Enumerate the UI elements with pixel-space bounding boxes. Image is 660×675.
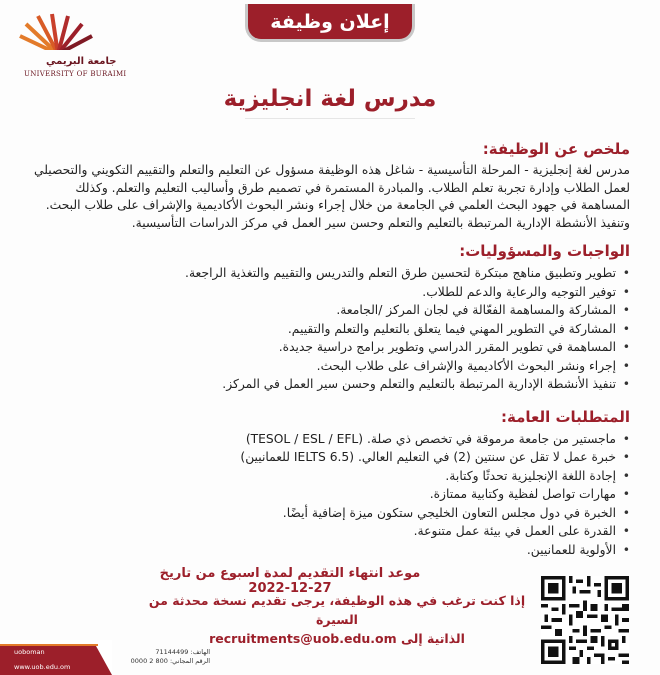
banner-title: إعلان وظيفة <box>270 10 390 33</box>
list-item: • المشاركة في التطوير المهني فيما يتعلق بالتعليم والتعلم والتقييم. <box>30 320 630 339</box>
apply-line-2 <box>132 629 542 648</box>
list-item: • المشاركة والمساهمة الفعّالة في لجان المركز /الجامعة. <box>30 301 630 320</box>
list-item: • مهارات تواصل لفظية وكتابية ممتازة. <box>30 485 630 504</box>
job-title: مدرس لغة انجليزية <box>223 86 437 112</box>
announcement-banner <box>245 4 415 42</box>
list-item: • تنفيذ الأنشطة الإدارية المرتبطة بالتعليم والتعلم وحسن سير العمل في المركز. <box>30 375 630 394</box>
list-item: • الخبرة في دول مجلس التعاون الخليجي ستكون ميزة إضافية أيضًا. <box>30 504 630 523</box>
list-item: • ماجستير من جامعة مرموقة في تخصص ذي صلة. (TESOL / ESL / EFL) <box>30 430 630 449</box>
footer-contact <box>120 648 210 666</box>
deadline-text: موعد انتهاء التقديم لمدة اسبوع من تاريخ 27-12-2022 <box>159 566 421 596</box>
title-divider <box>245 118 415 119</box>
list-item: • إجراء ونشر البحوث الأكاديمية والإشراف على طلاب البحث. <box>30 357 630 376</box>
list-item: • القدرة على العمل في بيئة عمل متنوعة. <box>30 522 630 541</box>
university-logo <box>10 10 150 80</box>
requirements-list <box>30 430 630 560</box>
summary-heading: ملخص عن الوظيفة: <box>482 140 630 158</box>
apply-prefix: الذاتية إلى <box>401 631 465 646</box>
list-item: • خبرة عمل لا تقل عن سنتين (2) في التعليم العالي. (IELTS 6.5 للعمانيين) <box>30 448 630 467</box>
duties-list <box>30 264 630 394</box>
list-item: • المساهمة في تطوير المقرر الدراسي وتطوير برامج دراسية جديدة. <box>30 338 630 357</box>
recruitment-email-link[interactable]: recruitments@uob.edu.om <box>209 631 397 646</box>
list-item: • الأولوية للعمانيين. <box>30 541 630 560</box>
logo-english-text: UNIVERSITY OF BURAIMI <box>24 70 127 78</box>
list-item: • تطوير وتطبيق مناهج مبتكرة لتحسين طرق التعلم والتدريس والتقييم والتغذية الراجعة. <box>30 264 630 283</box>
logo-arabic-text: جامعة البريمي <box>46 56 117 67</box>
duties-heading: الواجبات والمسؤوليات: <box>459 242 630 260</box>
main-content <box>30 140 630 573</box>
toll-free-text: الرقم المجاني: 800 2 0000 <box>130 657 210 665</box>
social-handle: uoboman <box>14 648 45 656</box>
sun-rays-icon <box>14 12 104 60</box>
apply-instructions <box>132 591 542 648</box>
website-link[interactable]: www.uob.edu.om <box>14 663 71 671</box>
list-item: • إجادة اللغة الإنجليزية تحدثًا وكتابة. <box>30 467 630 486</box>
qr-code[interactable] <box>541 576 629 664</box>
requirements-heading: المتطلبات العامة: <box>501 407 630 426</box>
summary-text: مدرس لغة إنجليزية - المرحلة التأسيسية - شاغل هذه الوظيفة مسؤول عن التعليم والتعلم والتقييم التكويني والتحصيلي لعمل الطلاب وإدارة تجربة تعلم الطلاب. والمبادرة المستمرة في تصميم طرق وأساليب التعليم والتعلم. وكذلك المساهمة في جهود البحث العلمي في الجامعة من خلال إجراء ونشر البحوث الأكاديمية والإشراف على طلاب البحث. وتنفيذ الأنشطة الإدارية المرتبطة بالتعليم والتعلم وحسن سير العمل في مركز الدراسات التأسيسية. <box>33 163 630 230</box>
apply-line: إذا كنت ترغب في هذه الوظيفة، يرجى تقديم نسخة محدثة من السيرة <box>148 593 526 627</box>
footer-social <box>14 641 70 672</box>
list-item: • توفير التوجيه والرعاية والدعم للطلاب. <box>30 283 630 302</box>
phone-text: الهاتف: 71144499 <box>155 648 210 656</box>
